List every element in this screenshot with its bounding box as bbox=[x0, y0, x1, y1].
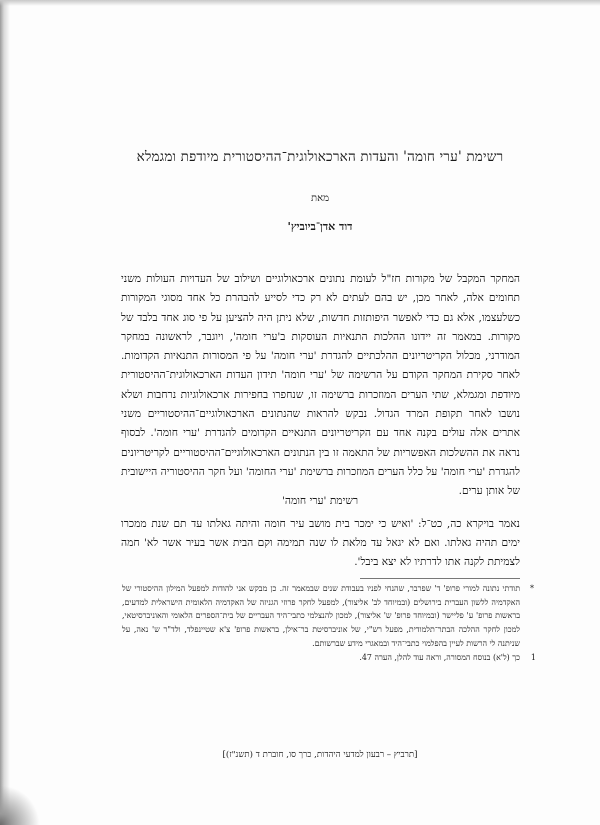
article-title: רשימת 'ערי חומה' והעדות הארכאולוגית־ההיסטורית מיודפת ומגמלא bbox=[136, 149, 504, 165]
body-paragraph: נאמר בויקרא כה, כט־ל: 'ואיש כי ימכר בית מושב עיר חומה והיתה גאלתו עד תם שנת ממכרו ימים תהיה גאלתו. ואם לא יגאל עד מלאת לו שנה תמימה וקם הבית אשר בעיר אשר לא' חמה לצמיתת לקנה אתו לדרתיו לא יצא ביבל'. bbox=[121, 518, 520, 568]
abstract-paragraph: המחקר המקבל של מקורות חז"ל לעומת נתונים ארכאולוגיים ושילוב של העדויות העולות משני תחומים אלה, לאחר מכן, יש בהם לעתים לא רק כדי לסייע להבהרת כל אחד מסוגי המקורות כשלעצמו, אלא גם כדי לאפשר היפותזות חדשות, שלא ניתן היה להציען על פי סוג אחד בלבד של מקורות. במאמר זה יידונו ההלכות התנאיות העוסקות ב'ערי חומה', ויוגבר, לראשונה במחקר המודרני, מכלול הקריטריונים ההלכתיים להגדרת 'ערי חומה' על פי המסורות התנאיות הקדומות. לאחר סקירת המחקר הקודם על הרשימה של 'ערי חומה' תידון העדות הארכאולוגית־ההיסטורית מיודפת ומגמלא, שתי הערים המוזכרות ברשימה זו, שנחפרו בחפירות ארכאולוגיות נרחבות ושלא נושבו לאחר תקופת המרד הגדול. נבקש להראות שהנתונים הארכאולוגיים־ההיסטוריים משני אתרים אלה עולים בקנה אחד עם הקריטריונים התנאיים הקדומים להגדרת 'ערי חומה'. לבסוף נראה את ההשלכות האפשריות של התאמה זו בין הנתונים הארכאולוגיים־ההיסטוריים לקריטריונים להגדרת 'ערי חומה' על כלל הערים המוזכרות ברשימת 'ערי החומה' ועל חקר ההיסטוריה היישובית של אותן ערים. bbox=[121, 273, 520, 498]
footnote-separator bbox=[360, 578, 520, 579]
journal-citation: [תרביץ – רבעון למדעי היהדות, כרך סו, חוברת ד (תשנ"ז)] bbox=[222, 750, 418, 760]
footnote bbox=[122, 582, 534, 651]
author-name: דוד אדן־ביוביץ' bbox=[287, 220, 353, 233]
footnote-mark: * bbox=[530, 584, 534, 593]
footnote bbox=[122, 651, 536, 665]
scan-edge-shadow bbox=[0, 0, 10, 825]
section-heading: רשימת 'ערי חומה' bbox=[281, 495, 359, 507]
scan-top-shadow bbox=[0, 0, 600, 6]
scan-corner-shadow bbox=[0, 785, 40, 825]
footnotes bbox=[122, 582, 536, 664]
byline-preposition: מאת bbox=[310, 193, 330, 204]
footnote-text: כך (ל'א) בנוסח המסורה, וראה עוד להלן, הערה 47. bbox=[359, 652, 520, 662]
footnote-text: תודתי נתונה למורי פרופ' ד' שפרבר, שהנחי לפניו בעבודת שנים שבמאמר זה. כן מבקש אני להודות למפעל המילון ההיסטורי של האקדמיה ללשון העברית בירושלים (ובמיוחד לב' אליצור), למפעל לחקר פרוזי הגניזה של האקדמיה הלאומית הישראלית למדעים, בראשות פרופ' ע' פליישר (ובמיוחד פרופ' ש' אליצור), למכון להנצלמי כתבי־היד העבריים של בית־הספרים הלאומי והאוניברסיטאי, למכון לחקר ההלכה הבתר־תלמודית, מפעל רש"י, של אוניברסיטת בר־אילן, בראשות פרופ' צ'א שטיינפלד, ולד"ר ש' נאה, על שניתנה לי הרשות לעיין בהפלמוי כתבי־היד ובמאגרי מידע שברשותם. bbox=[122, 584, 520, 648]
footnote-mark: 1 bbox=[530, 652, 536, 662]
